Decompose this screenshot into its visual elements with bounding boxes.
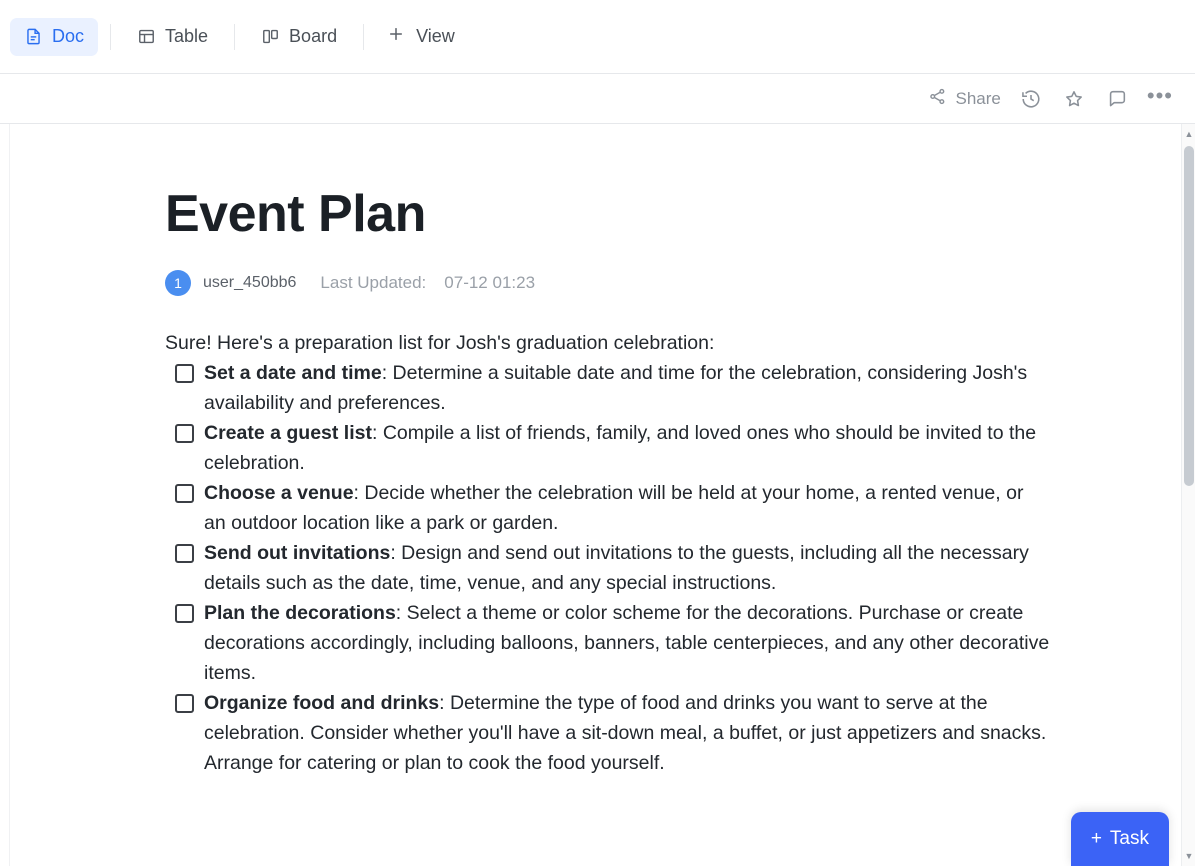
document-area <box>0 124 1195 866</box>
checklist-item <box>165 598 1050 688</box>
add-view-button[interactable] <box>376 18 465 56</box>
share-icon <box>928 87 947 111</box>
checklist-item-body: : Compile a list of friends, family, and loved ones who should be invited to the celebration. <box>204 422 1037 474</box>
document-content <box>10 124 1050 778</box>
document-body <box>165 328 1050 778</box>
document-scroll-region <box>10 124 1195 866</box>
add-task-label: Task <box>1109 828 1149 849</box>
checkbox[interactable] <box>175 604 194 623</box>
checklist-item-title: Set a date and time <box>204 362 382 384</box>
vertical-scrollbar[interactable] <box>1181 124 1195 866</box>
tab-divider-3 <box>363 24 364 50</box>
checkbox[interactable] <box>175 424 194 443</box>
checklist-text <box>204 688 1050 778</box>
tab-doc[interactable] <box>10 18 98 56</box>
checklist-item <box>165 688 1050 778</box>
document-action-bar <box>0 74 1195 124</box>
document-meta <box>165 270 1050 296</box>
tab-table-label: Table <box>165 26 209 46</box>
checklist-item-body: : Determine the type of food and drinks you want to serve at the celebration. Consider whether you'll have a sit-down meal, a buffet, or just appetizers and snacks. Arrange for catering or plan to cook the food yourself. <box>204 692 1047 774</box>
tab-divider-2 <box>234 24 235 50</box>
intro-paragraph: Sure! Here's a preparation list for Josh's graduation celebration: <box>165 332 715 354</box>
tab-divider-1 <box>110 24 111 50</box>
checklist-text <box>204 478 1050 538</box>
table-icon <box>137 27 156 46</box>
plus-icon <box>386 24 406 49</box>
star-icon[interactable] <box>1061 86 1087 112</box>
last-updated-label: Last Updated: <box>320 273 427 292</box>
scroll-down-arrow[interactable]: ▼ <box>1184 851 1194 861</box>
last-updated-time: 07-12 01:23 <box>444 273 536 292</box>
author-name: user_450bb6 <box>203 274 297 291</box>
checklist-item-title: Organize food and drinks <box>204 692 440 714</box>
scrollbar-thumb[interactable] <box>1184 146 1194 486</box>
more-options-icon[interactable]: ••• <box>1146 82 1173 108</box>
avatar[interactable]: 1 <box>165 270 191 296</box>
checklist-item-body: : Decide whether the celebration will be held at your home, a rented venue, or an outdoor location like a park or garden. <box>204 482 1024 534</box>
tab-doc-label: Doc <box>52 26 85 46</box>
checkbox[interactable] <box>175 484 194 503</box>
checklist-item <box>165 478 1050 538</box>
checkbox[interactable] <box>175 694 194 713</box>
document-icon <box>24 27 43 46</box>
checklist-item <box>165 538 1050 598</box>
checklist-item-title: Plan the decorations <box>204 602 396 624</box>
add-task-button[interactable] <box>1071 812 1169 866</box>
checklist-text <box>204 598 1050 688</box>
view-type-bar <box>0 0 1195 74</box>
tab-board-label: Board <box>289 26 338 46</box>
share-label: Share <box>955 88 1001 108</box>
add-view-label: View <box>416 26 455 46</box>
history-clock-icon[interactable] <box>1018 86 1044 112</box>
checklist-text <box>204 358 1050 418</box>
checklist-item-title: Create a guest list <box>204 422 372 444</box>
checkbox[interactable] <box>175 364 194 383</box>
tab-table[interactable] <box>123 18 222 56</box>
checklist-item-body: : Select a theme or color scheme for the decorations. Purchase or create decorations accordingly, including balloons, banners, table centerpieces, and any other decorative items. <box>204 602 1050 684</box>
checklist-item-title: Choose a venue <box>204 482 354 504</box>
tab-board[interactable] <box>247 18 351 56</box>
share-button[interactable] <box>928 87 1001 111</box>
board-icon <box>261 27 280 46</box>
plus-icon: + <box>1090 828 1102 849</box>
checklist-item <box>165 358 1050 418</box>
checklist-text <box>204 538 1050 598</box>
scroll-up-arrow[interactable]: ▲ <box>1184 129 1194 139</box>
checklist-item <box>165 418 1050 478</box>
checklist-item-title: Send out invitations <box>204 542 391 564</box>
checkbox[interactable] <box>175 544 194 563</box>
left-rail <box>0 124 10 866</box>
page-title: Event Plan <box>165 185 426 243</box>
checklist-item-body: : Design and send out invitations to the guests, including all the necessary details such as the date, time, venue, and any special instructions. <box>204 542 1029 594</box>
comment-icon[interactable] <box>1104 86 1130 112</box>
checklist-text <box>204 418 1050 478</box>
checklist-item-body: : Determine a suitable date and time for the celebration, considering Josh's availability and preferences. <box>204 362 1028 414</box>
